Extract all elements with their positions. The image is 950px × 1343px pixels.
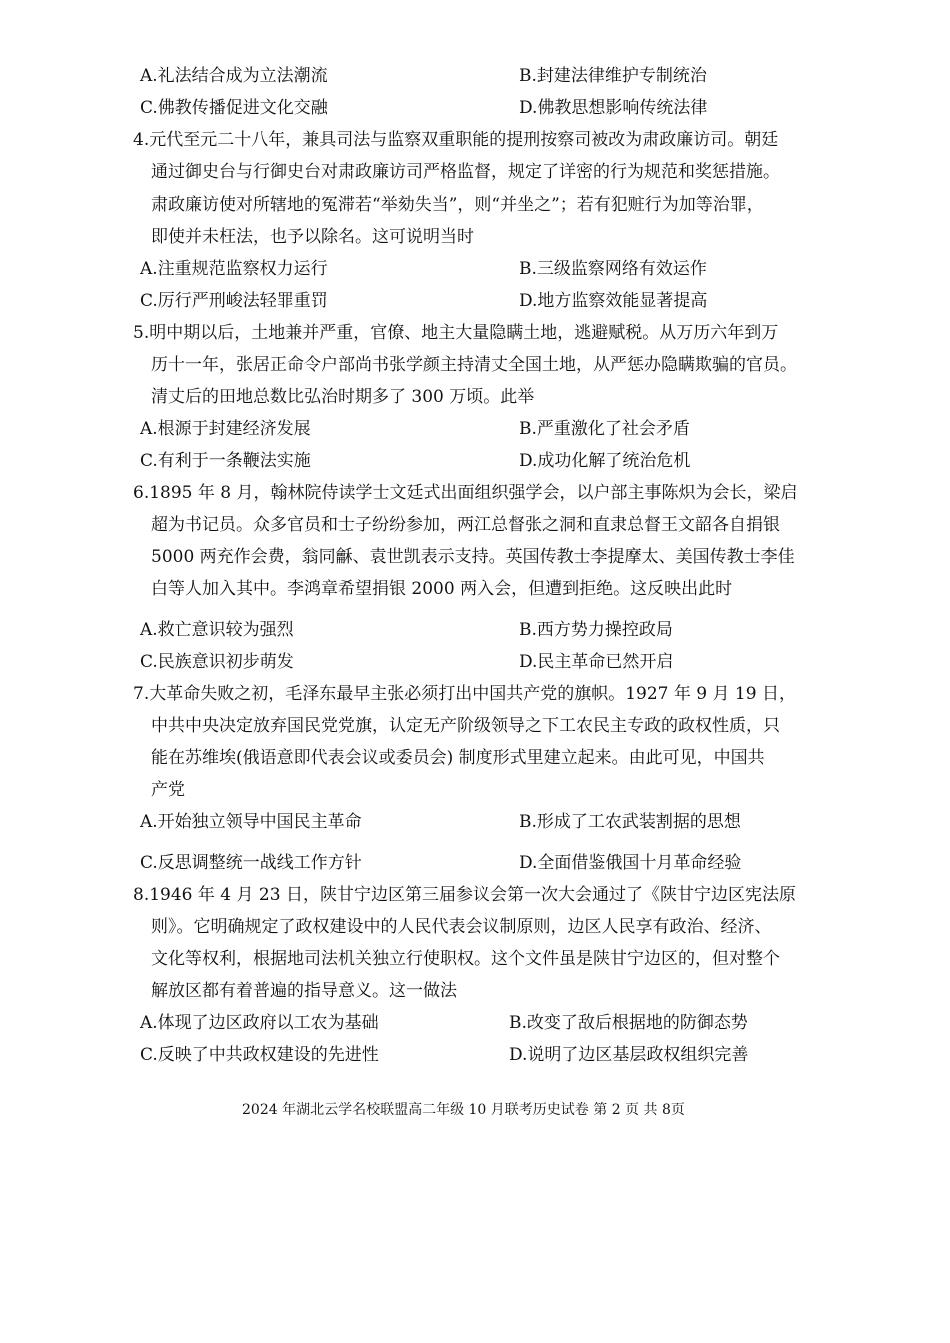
q6-stem-line-1: 6.1895 年 8 月，翰林院侍读学士文廷式出面组织强学会，以户部主事陈炽为会长，梁启	[133, 483, 798, 503]
q4-stem-line-4: 即使并未枉法，也予以除名。这可说明当时	[151, 227, 474, 247]
q8-stem-line-1: 8.1946 年 4 月 23 日，陕甘宁边区第三届参议会第一次大会通过了《陕甘宁边区宪法原	[133, 885, 796, 905]
q7-option-a: A.开始独立领导中国民主革命	[140, 812, 362, 832]
q4-option-b: B.三级监察网络有效运作	[519, 259, 707, 279]
q6-option-c: C.民族意识初步萌发	[140, 652, 294, 672]
q4-option-c: C.厉行严刑峻法轻罪重罚	[140, 291, 328, 311]
q5-stem-line-1: 5.明中期以后，土地兼并严重，官僚、地主大量隐瞒土地，逃避赋税。从万历六年到万	[133, 323, 779, 343]
q6-stem-line-4: 白等人加入其中。李鸿章希望捐银 2000 两入会，但遭到拒绝。这反映出此时	[151, 579, 733, 599]
q3-option-c: C.佛教传播促进文化交融	[140, 98, 328, 118]
q3-option-d: D.佛教思想影响传统法律	[519, 98, 708, 118]
q4-option-a: A.注重规范监察权力运行	[140, 259, 328, 279]
q4-option-d: D.地方监察效能显著提高	[519, 291, 708, 311]
q5-stem-line-2: 历十一年，张居正命令户部尚书张学颜主持清丈全国土地，从严惩办隐瞒欺骗的官员。	[151, 355, 797, 375]
q7-stem-line-3: 能在苏维埃(俄语意即代表会议或委员会) 制度形式里建立起来。由此可见，中国共	[151, 748, 765, 768]
q7-option-d: D.全面借鉴俄国十月革命经验	[519, 853, 742, 873]
q7-stem-line-2: 中共中央决定放弃国民党党旗，认定无产阶级领导之下工农民主专政的政权性质，只	[151, 716, 780, 736]
q6-option-a: A.救亡意识较为强烈	[140, 620, 294, 640]
q3-option-b: B.封建法律维护专制统治	[519, 66, 707, 86]
q8-option-c: C.反映了中共政权建设的先进性	[140, 1045, 379, 1065]
q7-stem-line-4: 产党	[151, 780, 185, 800]
q5-option-b: B.严重激化了社会矛盾	[519, 419, 690, 439]
page-footer: 2024 年湖北云学名校联盟高二年级 10 月联考历史试卷 第 2 页 共 8页	[242, 1102, 685, 1118]
q8-stem-line-3: 文化等权利，根据地司法机关独立行使职权。这个文件虽是陕甘宁边区的，但对整个	[151, 949, 780, 969]
q6-stem-line-2: 超为书记员。众多官员和士子纷纷参加，两江总督张之洞和直隶总督王文韶各自捐银	[151, 515, 780, 535]
q3-option-a: A.礼法结合成为立法潮流	[140, 66, 328, 86]
q6-option-b: B.西方势力操控政局	[519, 620, 673, 640]
q6-option-d: D.民主革命已然开启	[519, 652, 674, 672]
q4-stem-line-3: 肃政廉访使对所辖地的冤滞若“举劾失当”，则“并坐之”；若有犯赃行为加等治罪，	[151, 195, 764, 215]
q8-stem-line-2: 则》。它明确规定了政权建设中的人民代表会议制原则，边区人民享有政治、经济、	[151, 917, 772, 937]
q7-stem-line-1: 7.大革命失败之初，毛泽东最早主张必须打出中国共产党的旗帜。1927 年 9 月 19 日，	[133, 684, 796, 704]
q5-option-d: D.成功化解了统治危机	[519, 451, 691, 471]
q7-option-c: C.反思调整统一战线工作方针	[140, 853, 362, 873]
q6-stem-line-3: 5000 两充作会费，翁同龢、袁世凯表示支持。英国传教士李提摩太、美国传教士李佳	[151, 547, 795, 567]
q4-stem-line-2: 通过御史台与行御史台对肃政廉访司严格监督，规定了详密的行为规范和奖惩措施。	[151, 162, 780, 182]
q8-option-d: D.说明了边区基层政权组织完善	[509, 1045, 749, 1065]
q5-stem-line-3: 清丈后的田地总数比弘治时期多了 300 万顷。此举	[151, 387, 535, 407]
q8-option-a: A.体现了边区政府以工农为基础	[140, 1013, 379, 1033]
q5-option-a: A.根源于封建经济发展	[140, 419, 311, 439]
q8-stem-line-4: 解放区都有着普遍的指导意义。这一做法	[151, 981, 457, 1001]
q8-option-b: B.改变了敌后根据地的防御态势	[509, 1013, 748, 1033]
q4-stem-line-1: 4.元代至元二十八年，兼具司法与监察双重职能的提刑按察司被改为肃政廉访司。朝廷	[133, 130, 779, 150]
q5-option-c: C.有利于一条鞭法实施	[140, 451, 311, 471]
q7-option-b: B.形成了工农武装割据的思想	[519, 812, 741, 832]
